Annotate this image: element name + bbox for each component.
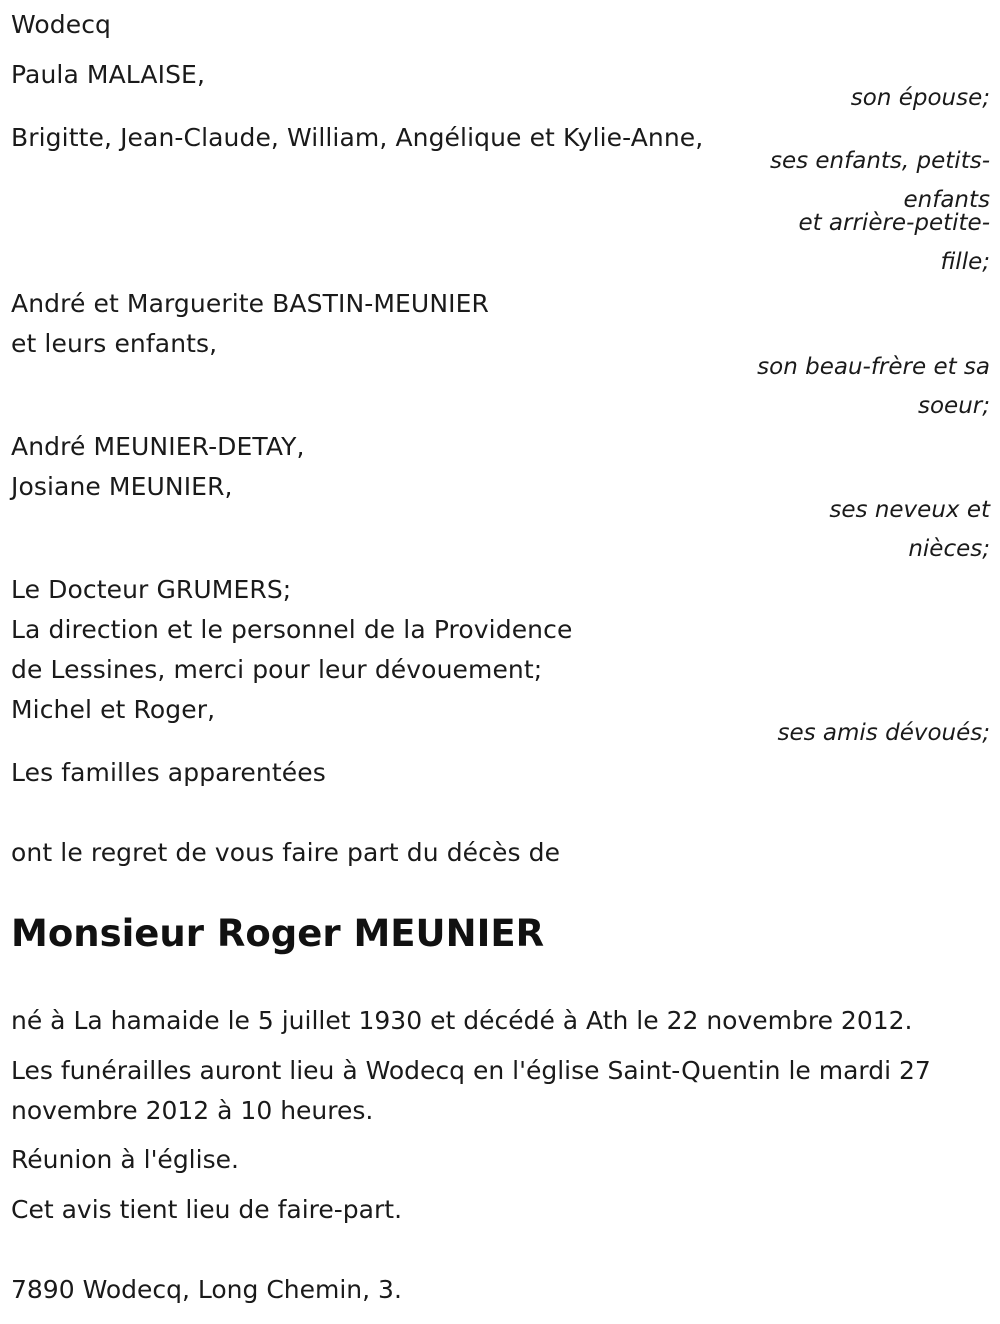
birth-death-details: né à La hamaide le 5 juillet 1930 et décédé à Ath le 22 novembre 2012. [11, 1006, 913, 1035]
friends-names: Michel et Roger, [11, 695, 216, 724]
spouse-relation: son épouse; [850, 85, 990, 111]
in-laws-relation-line: soeur; [918, 393, 990, 419]
grandchildren-relation [798, 204, 990, 282]
funeral-details: Les funérailles auront lieu à Wodecq en l'église Saint-Quentin le mardi 27 novembre 2012 à 10 heures. [11, 1056, 931, 1125]
spouse-name: Paula MALAISE, [11, 60, 205, 89]
children-relation-line: et arrière-petite- [798, 210, 990, 236]
meeting-note: Réunion à l'église. [11, 1145, 239, 1174]
deceased-name: Monsieur Roger MEUNIER [11, 912, 545, 955]
providence-staff: La direction et le personnel de la Providence [11, 615, 573, 644]
in-laws-children: et leurs enfants, [11, 329, 218, 358]
nephews-relation [829, 491, 990, 569]
children-names: Brigitte, Jean-Claude, William, Angélique et Kylie-Anne, [11, 123, 704, 152]
friends-relation: ses amis dévoués; [777, 720, 990, 746]
in-laws-relation [757, 348, 990, 426]
in-laws-relation-line: son beau-frère et sa [757, 354, 990, 380]
providence-thanks: de Lessines, merci pour leur dévouement; [11, 655, 543, 684]
children-relation-line: ses enfants, petits- [769, 148, 990, 174]
place-heading: Wodecq [11, 10, 112, 39]
niece-name: Josiane MEUNIER, [11, 472, 233, 501]
notice-note: Cet avis tient lieu de faire-part. [11, 1195, 403, 1224]
family-address: 7890 Wodecq, Long Chemin, 3. [11, 1275, 402, 1304]
related-families: Les familles apparentées [11, 758, 326, 787]
nephew-name: André MEUNIER-DETAY, [11, 432, 305, 461]
nephews-relation-line: nièces; [908, 536, 990, 562]
announcement-text: ont le regret de vous faire part du décès de [11, 838, 561, 867]
doctor-name: Le Docteur GRUMERS; [11, 575, 292, 604]
children-relation-line: fille; [940, 249, 990, 275]
nephews-relation-line: ses neveux et [829, 497, 990, 523]
children-relation-line: enfants [903, 187, 990, 213]
in-laws-names: André et Marguerite BASTIN-MEUNIER [11, 289, 489, 318]
